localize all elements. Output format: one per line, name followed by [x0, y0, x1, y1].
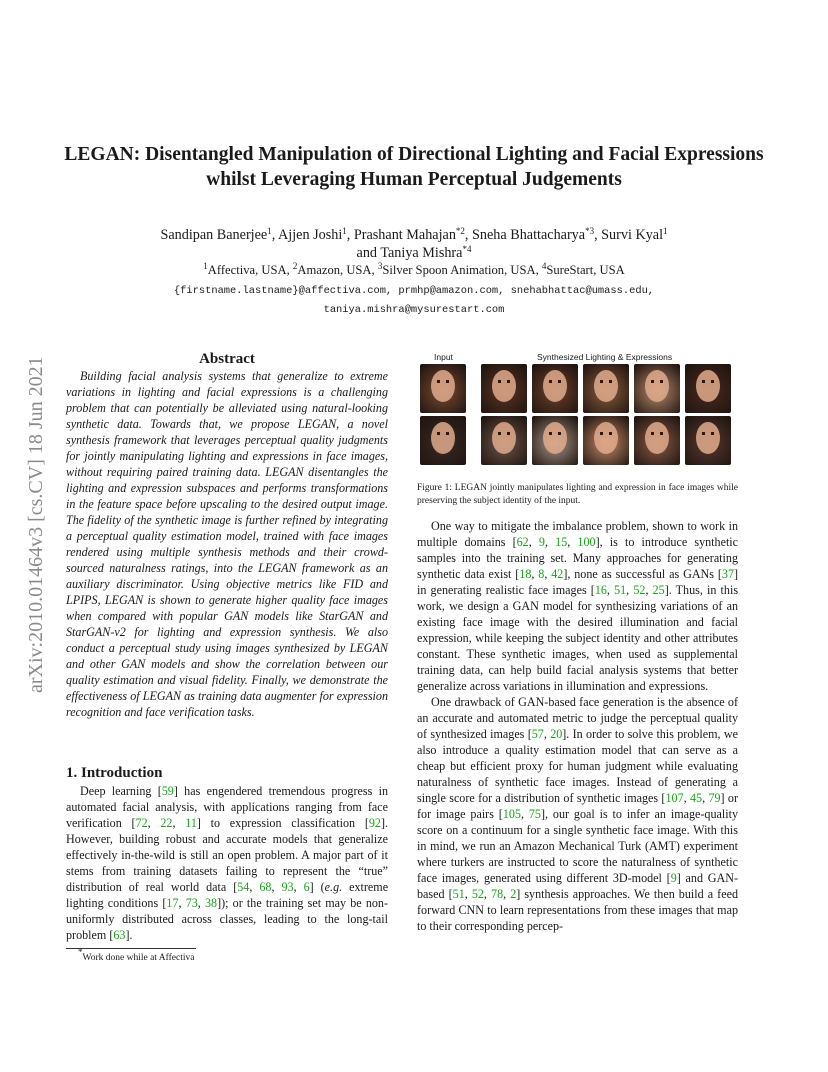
email-line: taniya.mishra@mysurestart.com [323, 304, 505, 316]
citation-link[interactable]: 51 [614, 583, 627, 597]
body-paragraph: One drawback of GAN-based face generation is the absence of an accurate and automated metric to judge the perceptual quality of synthesized images [57, 20]. In order to solve this problem, we also introduce a quality estimation model that can serve as a cheap but efficient proxy for human judgment while evaluating naturalness of synthetic face images. Instead of generating a single score for a distribution of synthetic images [107, 45, 79] or for image pairs [105, 75], our goal is to infer an image-quality score on a continuum for a single synthetic face image. With this in mind, we run an Amazon Mechanical Turk (AMT) experiment where turkers are instructed to score the naturalness of synthetic face images, generated using different 3D-model [9] and GAN-based [51, 52, 78, 2] synthesis approaches. We then build a feed forward CNN to learn representations from these images that map to their corresponding percep- [417, 695, 739, 933]
author-mark: 1 [663, 226, 668, 236]
citation-link[interactable]: 20 [550, 727, 563, 741]
email-line: {firstname.lastname}@affectiva.com, prmhp@amazon.com, snehabhattac@umass.edu, [173, 285, 655, 297]
synthesized-face-image [634, 416, 680, 465]
citation-link[interactable]: 45 [689, 791, 703, 805]
citation-link[interactable]: 42 [551, 567, 564, 581]
citation-link[interactable]: 68 [259, 880, 272, 894]
author-mark: 1 [342, 226, 347, 236]
citation-link[interactable]: 17 [166, 896, 179, 910]
citation-link[interactable]: 107 [665, 791, 684, 805]
citation-link[interactable]: 37 [721, 567, 734, 581]
figure-input-label: Input [434, 352, 453, 362]
affiliation-name: Silver Spoon Animation, USA [382, 263, 536, 277]
affiliation-mark: 3 [377, 261, 383, 271]
affiliation-name: SureStart, USA [546, 263, 625, 277]
affiliations: $^1$Affectiva, USA, $^2$Amazon, USA, $^3$Silver Spoon Animation, USA, $^4$SureStart, USA [203, 261, 625, 277]
author-name: Survi Kyal [601, 227, 664, 243]
synthesized-face-image [481, 364, 527, 413]
footnote [66, 947, 388, 964]
citation-link[interactable]: 78 [491, 887, 504, 901]
citation-link[interactable]: 51 [452, 887, 465, 901]
input-face-image [420, 416, 466, 465]
paper-title: LEGAN: Disentangled Manipulation of Directional Lighting and Facial Expressions whilst Leveraging Human Perceptual Judgements [64, 144, 764, 190]
synthesized-face-image [532, 364, 578, 413]
section-heading-introduction: 1. Introduction [66, 765, 163, 781]
synthesized-face-image [481, 416, 527, 465]
abstract-text: Building facial analysis systems that generalize to extreme variations in lighting and facial expressions is a challenging problem that can potentially be alleviated using natural-looking synthetic data. Towards that, we propose LEGAN, a novel synthesis framework that leverages perceptual quality judgments for jointly manipulating lighting and expressions in face images, without requiring paired training data. LEGAN disentangles the lighting and expression subspaces and performs transformations in the feature space before upscaling to the desired output image. The fidelity of the synthetic image is further refined by integrating a perceptual quality estimation model, trained with face images rendered using multiple synthesis methods and their crowd-sourced naturalness ratings, into the LEGAN framework as an auxiliary discriminator. Using objective metrics like FID and LPIPS, LEGAN is shown to generate higher quality face images when compared with popular GAN models like StarGAN and StarGAN-v2 for lighting and expression synthesis. We also conduct a perceptual study using images synthesized by LEGAN and other GAN models and show the correlation between our quality estimation and visual fidelity. Finally, we demonstrate the effectiveness of LEGAN as training data augmenter for expression recognition and face verification tasks. [66, 369, 388, 719]
citation-link[interactable]: 2 [510, 887, 517, 901]
author-mark: 1 [267, 226, 272, 236]
citation-link[interactable]: 11 [185, 816, 197, 830]
citation-link[interactable]: 57 [531, 727, 544, 741]
author-mark: *3 [585, 226, 595, 236]
italic-text: e.g. [324, 880, 343, 894]
author-name: Ajjen Joshi [278, 227, 343, 243]
citation-link[interactable]: 73 [185, 896, 198, 910]
citation-link[interactable]: 52 [633, 583, 646, 597]
citation-link[interactable]: 22 [160, 816, 173, 830]
citation-link[interactable]: 105 [502, 807, 521, 821]
citation-link[interactable]: 15 [555, 535, 568, 549]
citation-link[interactable]: 59 [161, 784, 174, 798]
arxiv-identifier: arXiv:2010.01464v3 [cs.CV] 18 Jun 2021 [25, 356, 47, 694]
synthesized-face-image [634, 364, 680, 413]
citation-link[interactable]: 54 [237, 880, 250, 894]
affiliation-mark: 1 [203, 261, 208, 271]
citation-link[interactable]: 75 [528, 807, 541, 821]
intro-paragraph: Deep learning [59] has engendered tremendous progress in automated facial analysis, with applications ranging from face verification [72, 22, 11] to expression classification [92]. However, building robust and accurate models that generalize effectively in-the-wild is still an open problem. A major part of it stems from training datasets failing to represent the “true” distribution of real world data [54, 68, 93, 6] (e.g. extreme lighting conditions [17, 73, 38]); or the training set may be non-uniformly distributed across classes, leading to the long-tail problem [63]. [66, 784, 389, 942]
author-name: Prashant Mahajan [353, 227, 456, 243]
citation-link[interactable]: 25 [652, 583, 665, 597]
citation-link[interactable]: 100 [577, 535, 596, 549]
author-list: Sandipan Banerjee$^1$, Ajjen Joshi$^1$, Prashant Mahajan$^{*2}$, Sneha Bhattacharya$^{*3}$, Survi Kyal$^1$ and Taniya Mishra$^{*4}$ [160, 226, 668, 261]
affiliation-mark: 4 [541, 261, 547, 271]
affiliation-name: Amazon, USA [297, 263, 372, 277]
citation-link[interactable]: 63 [113, 928, 126, 942]
footnote-mark: * [78, 947, 83, 957]
author-mark: *2 [455, 226, 465, 236]
abstract-heading: Abstract [199, 351, 255, 367]
citation-link[interactable]: 92 [368, 816, 381, 830]
author-mark: *4 [462, 244, 472, 254]
figure-1 [417, 350, 738, 478]
synthesized-face-image [685, 364, 731, 413]
synthesized-face-image [685, 416, 731, 465]
author-name: Taniya Mishra [380, 245, 463, 261]
figure-caption: Figure 1: LEGAN jointly manipulates lighting and expression in face images while preserving the subject identity of the input. [417, 483, 738, 506]
citation-link[interactable]: 72 [135, 816, 148, 830]
citation-link[interactable]: 8 [538, 567, 545, 581]
citation-link[interactable]: 16 [594, 583, 607, 597]
figure-synth-label: Synthesized Lighting & Expressions [537, 352, 673, 362]
citation-link[interactable]: 62 [516, 535, 529, 549]
affiliation-name: Affectiva, USA [207, 263, 287, 277]
citation-link[interactable]: 9 [670, 871, 677, 885]
synthesized-face-image [532, 416, 578, 465]
citation-link[interactable]: 93 [281, 880, 294, 894]
citation-link[interactable]: 18 [519, 567, 532, 581]
citation-link[interactable]: 6 [303, 880, 310, 894]
citation-link[interactable]: 38 [204, 896, 218, 910]
citation-link[interactable]: 52 [471, 887, 484, 901]
author-name: Sandipan Banerjee [160, 227, 268, 243]
body-paragraph: One way to mitigate the imbalance problem, shown to work in multiple domains [62, 9, 15, 100], is to introduce synthetic samples into the training set. Many approaches for generating synthetic data exist [18, 8, 42], none as successful as GANs [37] in generating realistic face images [16, 51, 52, 25]. Thus, in this work, we design a GAN model for synthesizing variations of an existing face image with the desired illumination and facial expression, while keeping the subject identity and other attributes constant. These synthetic images, when used as supplemental training data, can help build facial analysis systems that better generalize across variations in illumination and expressions. [417, 519, 739, 693]
input-face-image [420, 364, 466, 413]
author-name: Sneha Bhattacharya [472, 227, 586, 243]
footnote-text: Work done while at Affectiva [82, 953, 195, 963]
author-emails [60, 282, 768, 320]
footnote-rule [66, 948, 196, 949]
citation-link[interactable]: 9 [538, 535, 545, 549]
left-column [66, 350, 388, 943]
synthesized-face-image [583, 416, 629, 465]
right-column [417, 350, 738, 934]
synthesized-face-image [583, 364, 629, 413]
affiliation-mark: 2 [292, 261, 298, 271]
citation-link[interactable]: 79 [708, 791, 721, 805]
